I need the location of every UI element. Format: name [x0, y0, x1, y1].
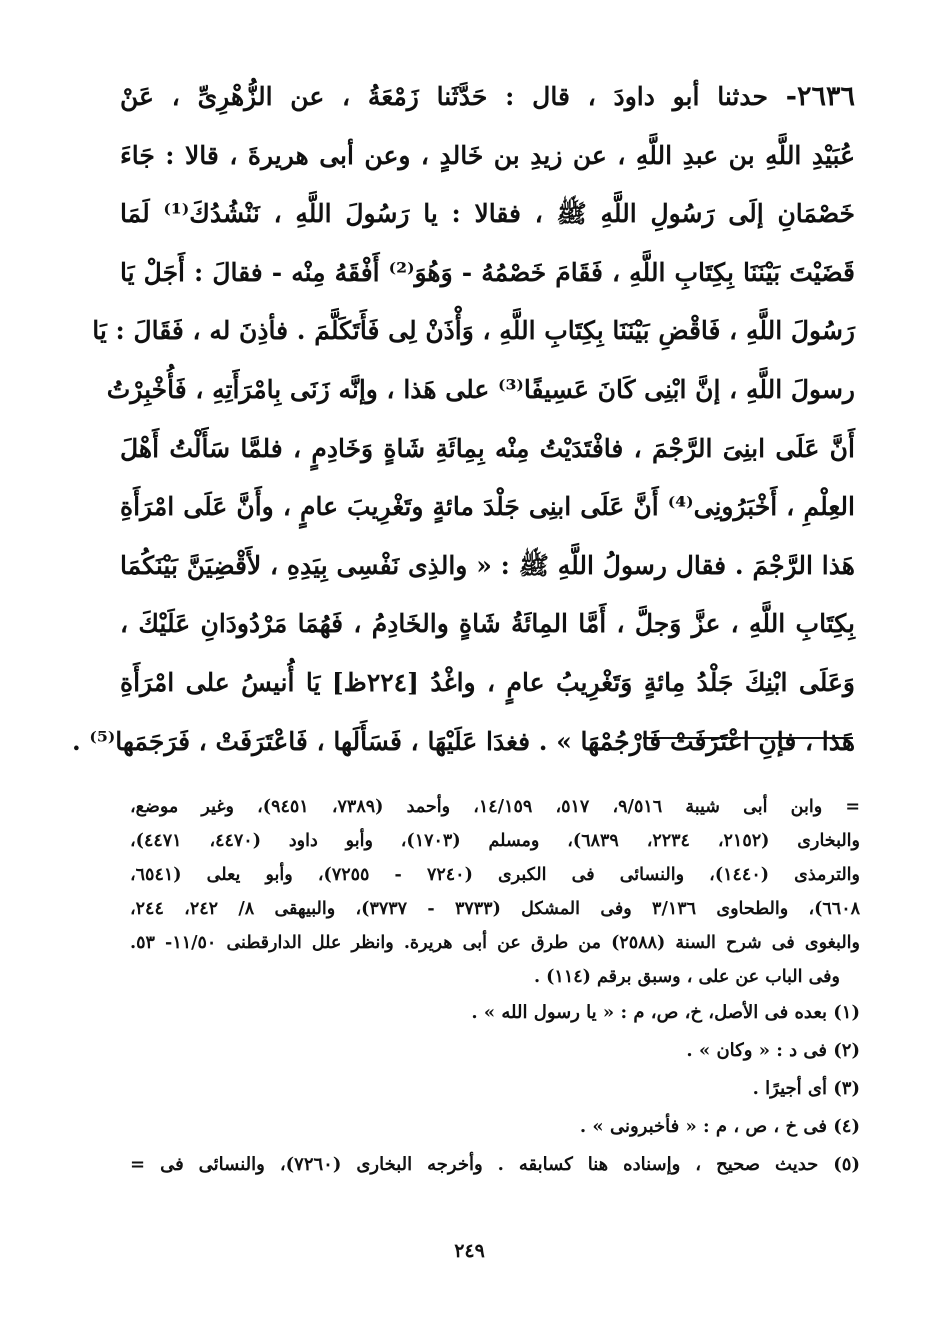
footnote-item: (٢) فى د : « وكان » .: [686, 1040, 860, 1061]
hadith-line: قَضَيْتَ بَيْنَنَا بِكِتَابِ اللَّهِ ، فَقَامَ خَصْمُهُ - وَهُوَ⁽²⁾ أَفْقَهُ مِنْه - فقالَ : أَجَلْ يَا: [120, 257, 855, 287]
footnote-continuation-line: وفى الباب عن على ، وسبق برقم (١١٤) .: [533, 967, 840, 987]
footnote-continuation-line: ٦٦٠٨)، والطحاوى ٣/١٣٦ وفى المشكل (٣٧٣٣ - ٣٧٣٧)، والبيهقى ٨/ ٢٤٢، ٢٤٤،: [130, 899, 860, 919]
hadith-line: العِلْمِ ، أَخْبَرُونِى⁽⁴⁾ أَنَّ عَلَى ابنِى جَلْدَ مائةٍ وتَغْرِيبَ عامٍ ، وأَنَّ عَلَى امْرَأَةِ: [120, 492, 855, 522]
hadith-line: أَنَّ عَلَى ابنِىَ الرَّجْمَ ، فافْتَدَيْتُ مِنْه بِمِائَةِ شَاةٍ وَخَادِمٍ ، فلمَّا سَأَلْتُ أَهْلَ: [120, 433, 855, 463]
footnote-continuation-line: والبخارى (٢١٥٢، ٢٢٣٤، ٦٨٣٩)، ومسلم (١٧٠٣)، وأبو داود (٤٤٧٠، ٤٤٧١)،: [130, 831, 860, 851]
footnote-item: (٤) فى خ ، ص ، م : « فأخبرونى » .: [579, 1116, 860, 1137]
footnote-item: (٣) أى أجيرًا .: [752, 1078, 860, 1099]
hadith-line: رَسُولَ اللَّهِ ، فَاقْضِ بَيْنَنَا بِكِتَابِ اللَّهِ ، وَأْذَنْ لِى فَأَتَكَلَّمَ . فأذِنَ له ، فَقَالَ : يَا: [92, 316, 855, 346]
footnote-continuation-line: والبغوى فى شرح السنة (٢٥٨٨) من طرق عن أبى هريرة. وانظر علل الدارقطنى ١١/٥٠- ٥٣.: [130, 933, 860, 953]
hadith-text: [72, 68, 856, 771]
hadith-line: وَعَلَى ابْنِكَ جَلْدُ مِائةٍ وَتَغْرِيبُ عامٍ ، واغْدُ [٢٢٤ظ] يَا أُنيسُ على امْرَأَةِ: [120, 667, 855, 697]
footnote-continuation-line: = وابن أبى شيبة ٩/٥١٦، ٥١٧، ١٤/١٥٩، وأحمد (٧٣٨٩، ٩٤٥١)، وغير موضع،: [130, 797, 860, 817]
footnote-separator: [643, 737, 853, 739]
footnote-item: (٥) حديث صحيح ، وإسناده هنا كسابقه . وأخرجه البخارى (٧٢٦٠)، والنسائى فى =: [130, 1154, 860, 1175]
footnotes: [130, 790, 860, 1184]
hadith-line: عُبَيْدِ اللَّهِ بن عبدِ اللَّهِ ، عن زيدِ بن خَالدٍ ، وعن أبى هريرةَ ، قالا : جَاءَ: [120, 140, 855, 170]
hadith-line: [120, 68, 855, 127]
page-number: ٢٤٩: [454, 1240, 485, 1262]
footnote-item: (١) بعده فى الأصل، خ، ص، م : « يا رسول الله » .: [471, 1002, 860, 1023]
hadith-line: بِكِتَابِ اللَّهِ ، عزَّ وَجلَّ ، أَمَّا المِائَةُ شَاةٍ والخَادِمُ ، فَهُمَا مَرْدُودَانِ عَلَيْكَ ،: [120, 609, 855, 639]
hadith-line: هَذا الرَّجْمَ . فقال رسولُ اللَّهِ ﷺ : « والذِى نَفْسِى بِيَدِهِ ، لأَقْضِيَنَّ بَيْنَكُمَا: [120, 550, 855, 580]
hadith-line: خَصْمَانِ إلَى رَسُولِ اللَّهِ ﷺ ، فقالا : يا رَسُولَ اللَّهِ ، نَنْشُدُكَ⁽¹⁾ لَمَا: [120, 199, 856, 229]
hadith-line-text: حدثنا أبو داودَ ، قال : حَدَّثَنا زَمْعَةُ ، عن الزُّهْرِىِّ ، عَنْ: [120, 82, 786, 111]
hadith-number: ٢٦٣٦-: [785, 81, 855, 112]
footnote-continuation-line: والترمذى (١٤٤٠)، والنسائى فى الكبرى (٧٢٤٠ - ٧٢٥٥)، وأبو يعلى (٦٥٤١،: [130, 865, 860, 885]
hadith-line: هَذا ، فإنِ اعْتَرَفَتْ فَارْجُمْهَا » . فغدَا عَلَيْهَا ، فَسَأَلَها ، فَاعْتَرَفَتْ ، فَرَجَمَها⁽⁵⁾ .: [72, 726, 855, 756]
hadith-line: رسولَ اللَّهِ ، إنَّ ابْنِى كَانَ عَسِيفًا⁽³⁾ على هَذا ، وإنَّه زَنَى بِامْرَأَتِهِ ، فَأُخْبِرْتُ: [106, 374, 855, 404]
